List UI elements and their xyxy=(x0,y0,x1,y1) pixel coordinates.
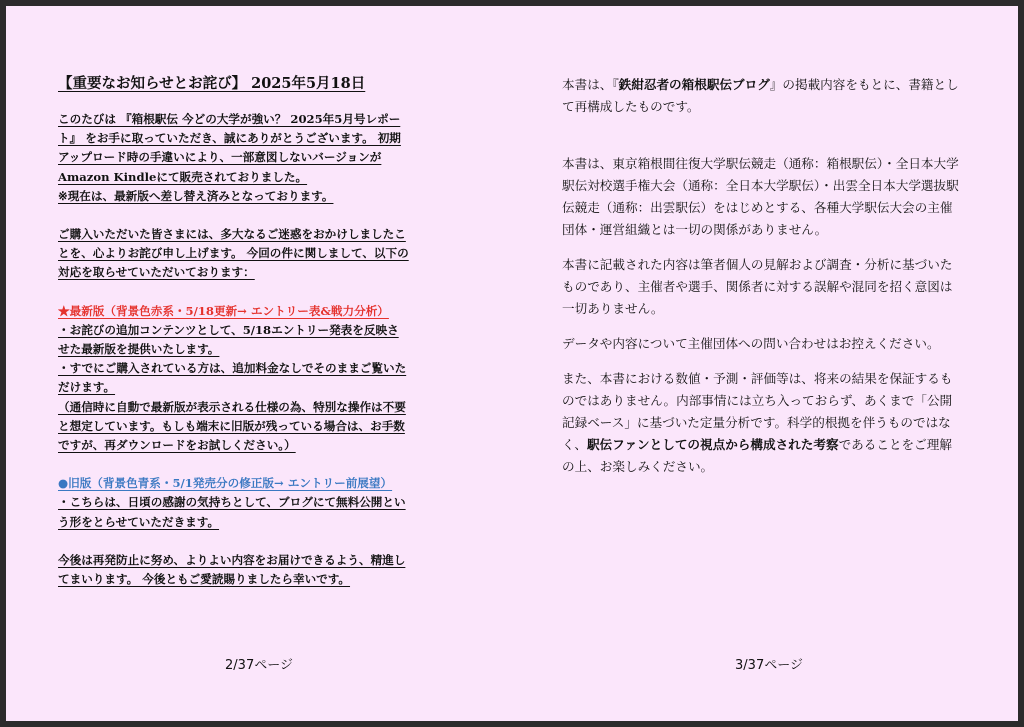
text-line: ですが、再ダウンロードをお試しください。） xyxy=(58,438,296,453)
old-version-heading: ●旧版（背景色青系・5/1発売分の修正版→ エントリー前展望） xyxy=(58,476,393,491)
text-line: アップロード時の手違いにより、一部意図しないバージョンが xyxy=(58,150,382,165)
text-segment: 本書は、『 xyxy=(562,77,619,92)
blog-name: 鉄紺忍者の箱根駅伝ブログ xyxy=(618,77,770,92)
latest-version-section xyxy=(58,302,463,456)
text-line: ・こちらは、日頃の感謝の気持ちとして、ブログにて無料公開とい xyxy=(58,495,406,510)
disclaimer-content xyxy=(562,74,962,491)
notice-paragraph-1 xyxy=(58,110,463,206)
text-line: 対応を取らせていただいております： xyxy=(58,265,255,280)
text-line: と想定しています。もしも端末に旧版が残っている場合は、お手数 xyxy=(58,418,405,433)
book-spread xyxy=(6,6,1018,721)
text-line: ・すでにご購入されている方は、追加料金なしでそのままご覧いた xyxy=(58,361,407,376)
disclaimer-paragraph-1 xyxy=(562,74,962,118)
disclaimer-paragraph-2: 本書は、東京箱根間往復大学駅伝競走（通称：箱根駅伝）・全日本大学駅伝対校選手権大会（通称：全日本大学駅伝）・出雲全日本大学選抜駅伝競走（通称：出雲駅伝）をはじめとする、各種大学駅伝大会の主催団体・運営組織とは一切の関係がありません。 xyxy=(562,156,959,237)
notice-closing xyxy=(58,551,463,589)
text-line: ト』 をお手に取っていただき、誠にありがとうございます。 初期 xyxy=(58,131,401,146)
text-line: 今後は再発防止に努め、よりよい内容をお届けできるよう、精進し xyxy=(58,552,406,567)
text-line: ※現在は、最新版へ差し替え済みとなっております。 xyxy=(58,188,334,203)
text-segment: であることをご理解の上、お楽しみください。 xyxy=(562,437,952,474)
old-version-section xyxy=(58,474,463,532)
text-segment: また、本書における数値・予測・評価等は、将来の結果を保証するものではありません。内部事情には立ち入っておらず、あくまで「公開記録ベース」に基づいた定量分析です。科学的根拠を伴うものではなく、 xyxy=(562,371,953,452)
notice-title: 【重要なお知らせとお詫び】 2025年5月18日 xyxy=(58,75,366,92)
disclaimer-paragraph-4: データや内容について主催団体への問い合わせはお控えください。 xyxy=(562,336,940,351)
notice-paragraph-2 xyxy=(58,225,463,283)
text-line: （通信時に自動で最新版が表示される仕様の為、特別な操作は不要 xyxy=(58,399,406,414)
text-line: だけます。 xyxy=(58,380,116,395)
page-number-left: 2/37ページ xyxy=(225,658,293,673)
disclaimer-paragraph-3: 本書に記載された内容は筆者個人の見解および調査・分析に基づいたものであり、主催者や選手、関係者に対する誤解や混同を招く意図は一切ありません。 xyxy=(562,257,953,316)
left-page-content xyxy=(58,74,463,608)
text-line: せた最新版を提供いたします。 xyxy=(58,342,220,357)
latest-version-heading: ★最新版（背景色赤系・5/18更新→ エントリー表&戦力分析） xyxy=(58,303,389,318)
page-number-right: 3/37ページ xyxy=(735,658,803,673)
emphasis-text: 駅伝ファンとしての視点から構成された考察 xyxy=(586,437,839,452)
text-line: てまいります。 今後ともご愛読賜りましたら幸いです。 xyxy=(58,572,351,587)
disclaimer-paragraph-5 xyxy=(562,368,962,478)
text-line: とを、心よりお詫び申し上げます。 今回の件に関しまして、以下の xyxy=(58,246,409,261)
text-line: う形をとらせていただきます。 xyxy=(58,514,220,529)
text-line: Amazon Kindleにて販売されておりました。 xyxy=(58,169,308,184)
text-line: ご購入いただいた皆さまには、多大なるご迷惑をおかけしましたこ xyxy=(58,227,406,242)
text-line: このたびは 『箱根駅伝 今どの大学が強い？ 2025年5月号レポー xyxy=(58,112,401,126)
text-segment: 』の掲載内容をもとに、書籍として再構成したものです。 xyxy=(562,77,959,114)
text-line: ・お詫びの追加コンテンツとして、5/18エントリー発表を反映さ xyxy=(58,322,399,337)
